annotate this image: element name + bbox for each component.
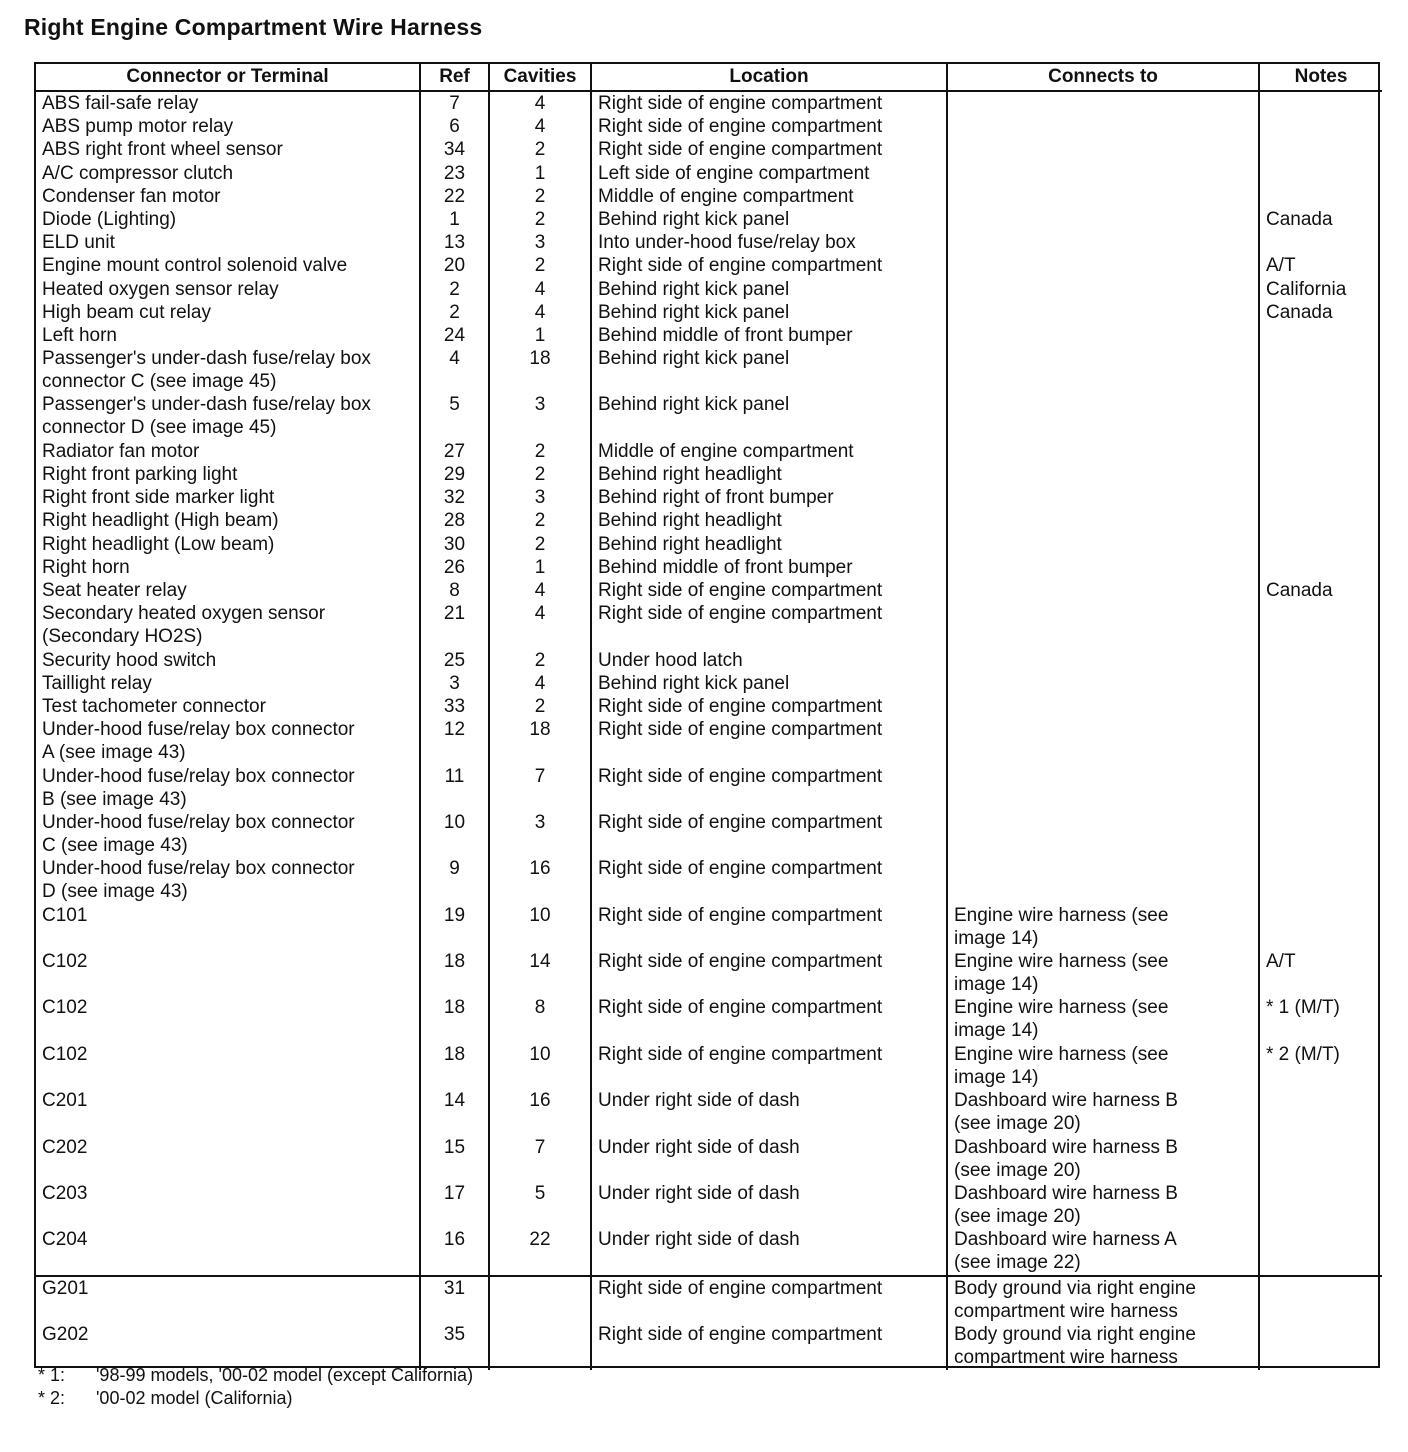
connects-to-cell xyxy=(947,811,1259,857)
connector-cell: Under-hood fuse/relay box connector D (see image 43) xyxy=(36,857,420,903)
connects-to-cell xyxy=(947,254,1259,277)
ref-cell: 19 xyxy=(420,904,489,950)
ref-cell: 29 xyxy=(420,463,489,486)
table-row xyxy=(36,579,1382,602)
connector-cell: ELD unit xyxy=(36,231,420,254)
notes-cell xyxy=(1259,1089,1382,1135)
table-row xyxy=(36,1276,1382,1323)
notes-cell: A/T xyxy=(1266,255,1296,277)
location-cell: Behind right kick panel xyxy=(591,393,947,439)
connector-cell: Diode (Lighting) xyxy=(36,208,420,231)
notes-cell xyxy=(1259,440,1382,463)
location-cell: Right side of engine compartment xyxy=(591,718,947,764)
notes-cell xyxy=(1259,162,1382,185)
location-cell: Under right side of dash xyxy=(591,1228,947,1275)
connects-to-cell xyxy=(947,231,1259,254)
table-row xyxy=(36,811,1382,857)
connector-cell: Radiator fan motor xyxy=(36,440,420,463)
notes-cell xyxy=(1259,672,1382,695)
connects-to-cell: Dashboard wire harness B (see image 20) xyxy=(947,1136,1259,1182)
connects-to-cell xyxy=(947,440,1259,463)
harness-table xyxy=(36,64,1382,1370)
connects-to-cell xyxy=(947,138,1259,161)
ref-cell: 11 xyxy=(420,765,489,811)
table-row xyxy=(36,857,1382,903)
notes-cell: Canada xyxy=(1266,208,1333,230)
header-ref: Ref xyxy=(420,64,489,91)
table-row xyxy=(36,1323,1382,1369)
ref-cell: 6 xyxy=(420,115,489,138)
ref-cell: 30 xyxy=(420,533,489,556)
header-connector: Connector or Terminal xyxy=(36,64,420,91)
header-location: Location xyxy=(591,64,947,91)
connector-cell: Right headlight (High beam) xyxy=(36,509,420,532)
table-row xyxy=(36,1043,1382,1089)
ref-cell: 4 xyxy=(420,347,489,393)
ref-cell: 9 xyxy=(420,857,489,903)
cavities-cell: 10 xyxy=(489,904,591,950)
connector-cell: Heated oxygen sensor relay xyxy=(36,278,420,301)
connector-cell: Engine mount control solenoid valve xyxy=(36,254,420,277)
table-row xyxy=(36,1228,1382,1275)
footnotes xyxy=(38,1364,473,1410)
connects-to-cell xyxy=(947,486,1259,509)
notes-cell xyxy=(1259,393,1382,439)
cavities-cell: 18 xyxy=(489,718,591,764)
footnote-mark: * 2: xyxy=(38,1388,66,1408)
connects-to-cell xyxy=(947,324,1259,347)
ref-cell: 31 xyxy=(420,1276,489,1323)
connects-to-cell xyxy=(947,463,1259,486)
location-cell: Under right side of dash xyxy=(591,1182,947,1228)
table-row xyxy=(36,1136,1382,1182)
connects-to-cell xyxy=(947,509,1259,532)
table-row xyxy=(36,950,1382,996)
location-cell: Right side of engine compartment xyxy=(591,1323,947,1369)
cavities-cell: 2 xyxy=(489,440,591,463)
connects-to-cell: Dashboard wire harness A (see image 22) xyxy=(947,1228,1259,1275)
ref-cell: 35 xyxy=(420,1323,489,1369)
connects-to-cell xyxy=(947,556,1259,579)
location-cell: Behind right kick panel xyxy=(591,208,947,231)
footnote-1 xyxy=(38,1364,473,1387)
location-cell: Right side of engine compartment xyxy=(591,904,947,950)
cavities-cell: 16 xyxy=(489,1089,591,1135)
connector-cell: C102 xyxy=(36,950,420,996)
cavities-cell: 3 xyxy=(489,231,591,254)
cavities-cell: 2 xyxy=(489,463,591,486)
cavities-cell: 4 xyxy=(489,301,591,324)
footnote-mark: * 1: xyxy=(38,1365,66,1385)
notes-cell xyxy=(1259,138,1382,161)
table-row xyxy=(36,301,1382,324)
location-cell: Right side of engine compartment xyxy=(591,765,947,811)
ref-cell: 32 xyxy=(420,486,489,509)
ref-cell: 10 xyxy=(420,811,489,857)
table-row xyxy=(36,347,1382,393)
notes-cell xyxy=(1259,1228,1382,1275)
cavities-cell: 1 xyxy=(489,556,591,579)
connector-cell: Right front side marker light xyxy=(36,486,420,509)
location-cell: Behind right kick panel xyxy=(591,278,947,301)
notes-cell xyxy=(1259,231,1382,254)
connects-to-cell: Body ground via right engine compartment wire harness xyxy=(947,1276,1259,1323)
ref-cell: 25 xyxy=(420,649,489,672)
table-row xyxy=(36,718,1382,764)
connects-to-cell: Dashboard wire harness B (see image 20) xyxy=(947,1182,1259,1228)
location-cell: Right side of engine compartment xyxy=(591,254,947,277)
connects-to-cell xyxy=(947,301,1259,324)
ref-cell: 7 xyxy=(420,91,489,115)
ref-cell: 21 xyxy=(420,602,489,648)
notes-cell xyxy=(1259,602,1382,648)
ref-cell: 20 xyxy=(420,254,489,277)
table-row xyxy=(36,996,1382,1042)
notes-cell xyxy=(1259,115,1382,138)
ref-cell: 26 xyxy=(420,556,489,579)
footnote-2 xyxy=(38,1387,473,1410)
connector-cell: Left horn xyxy=(36,324,420,347)
ref-cell: 2 xyxy=(420,278,489,301)
connects-to-cell xyxy=(947,765,1259,811)
cavities-cell: 4 xyxy=(489,579,591,602)
ref-cell: 15 xyxy=(420,1136,489,1182)
table-row xyxy=(36,602,1382,648)
notes-cell: * 1 (M/T) xyxy=(1266,997,1340,1019)
cavities-cell xyxy=(489,1276,591,1323)
connector-cell: Taillight relay xyxy=(36,672,420,695)
notes-cell xyxy=(1259,857,1382,903)
ref-cell: 28 xyxy=(420,509,489,532)
cavities-cell: 2 xyxy=(489,533,591,556)
connector-cell: Test tachometer connector xyxy=(36,695,420,718)
connects-to-cell xyxy=(947,718,1259,764)
ref-cell: 16 xyxy=(420,1228,489,1275)
table-row xyxy=(36,278,1382,301)
cavities-cell: 22 xyxy=(489,1228,591,1275)
connector-cell: C102 xyxy=(36,996,420,1042)
connects-to-cell xyxy=(947,672,1259,695)
page-title: Right Engine Compartment Wire Harness xyxy=(24,14,483,40)
connector-cell: C102 xyxy=(36,1043,420,1089)
cavities-cell: 2 xyxy=(489,695,591,718)
table-row xyxy=(36,231,1382,254)
connects-to-cell xyxy=(947,393,1259,439)
cavities-cell: 2 xyxy=(489,509,591,532)
cavities-cell: 2 xyxy=(489,185,591,208)
connector-cell: C202 xyxy=(36,1136,420,1182)
location-cell: Right side of engine compartment xyxy=(591,811,947,857)
notes-cell xyxy=(1259,533,1382,556)
location-cell: Right side of engine compartment xyxy=(591,91,947,115)
connects-to-cell: Dashboard wire harness B (see image 20) xyxy=(947,1089,1259,1135)
ref-cell: 14 xyxy=(420,1089,489,1135)
table-row xyxy=(36,393,1382,439)
notes-cell: California xyxy=(1266,278,1347,300)
cavities-cell: 3 xyxy=(489,811,591,857)
location-cell: Behind right kick panel xyxy=(591,347,947,393)
location-cell: Right side of engine compartment xyxy=(591,695,947,718)
connector-cell: C203 xyxy=(36,1182,420,1228)
location-cell: Behind right of front bumper xyxy=(591,486,947,509)
connects-to-cell: Engine wire harness (see image 14) xyxy=(947,950,1259,996)
notes-cell: * 2 (M/T) xyxy=(1266,1043,1340,1065)
ref-cell: 34 xyxy=(420,138,489,161)
ref-cell: 5 xyxy=(420,393,489,439)
cavities-cell: 3 xyxy=(489,393,591,439)
notes-cell xyxy=(1259,324,1382,347)
location-cell: Right side of engine compartment xyxy=(591,602,947,648)
harness-table-frame xyxy=(34,62,1380,1368)
table-row xyxy=(36,115,1382,138)
ref-cell: 3 xyxy=(420,672,489,695)
connects-to-cell xyxy=(947,185,1259,208)
notes-cell xyxy=(1259,1136,1382,1182)
cavities-cell: 2 xyxy=(489,138,591,161)
notes-cell xyxy=(1259,185,1382,208)
connector-cell: ABS right front wheel sensor xyxy=(36,138,420,161)
location-cell: Behind right headlight xyxy=(591,463,947,486)
notes-cell xyxy=(1259,556,1382,579)
cavities-cell: 18 xyxy=(489,347,591,393)
connects-to-cell xyxy=(947,602,1259,648)
connector-cell: Under-hood fuse/relay box connector A (see image 43) xyxy=(36,718,420,764)
location-cell: Middle of engine compartment xyxy=(591,440,947,463)
cavities-cell: 8 xyxy=(489,996,591,1042)
connects-to-cell xyxy=(947,115,1259,138)
ref-cell: 22 xyxy=(420,185,489,208)
ref-cell: 18 xyxy=(420,996,489,1042)
ref-cell: 33 xyxy=(420,695,489,718)
connects-to-cell xyxy=(947,91,1259,115)
table-row xyxy=(36,162,1382,185)
cavities-cell: 4 xyxy=(489,602,591,648)
cavities-cell: 7 xyxy=(489,1136,591,1182)
notes-cell xyxy=(1259,509,1382,532)
connector-cell: C204 xyxy=(36,1228,420,1275)
notes-cell: Canada xyxy=(1266,301,1333,323)
table-body xyxy=(36,91,1382,1370)
connector-cell: A/C compressor clutch xyxy=(36,162,420,185)
connects-to-cell xyxy=(947,649,1259,672)
ref-cell: 23 xyxy=(420,162,489,185)
ref-cell: 12 xyxy=(420,718,489,764)
connector-cell: C101 xyxy=(36,904,420,950)
ref-cell: 2 xyxy=(420,301,489,324)
location-cell: Right side of engine compartment xyxy=(591,1043,947,1089)
ref-cell: 17 xyxy=(420,1182,489,1228)
header-cavities: Cavities xyxy=(489,64,591,91)
ref-cell: 18 xyxy=(420,950,489,996)
header-notes: Notes xyxy=(1259,64,1382,91)
connects-to-cell xyxy=(947,579,1259,602)
connector-cell: Security hood switch xyxy=(36,649,420,672)
footnote-text: '98-99 models, '00-02 model (except California) xyxy=(96,1365,474,1385)
connector-cell: Passenger's under-dash fuse/relay box connector D (see image 45) xyxy=(36,393,420,439)
cavities-cell: 14 xyxy=(489,950,591,996)
connects-to-cell xyxy=(947,695,1259,718)
table-row xyxy=(36,695,1382,718)
table-row xyxy=(36,649,1382,672)
location-cell: Right side of engine compartment xyxy=(591,1276,947,1323)
table-row xyxy=(36,185,1382,208)
notes-cell xyxy=(1259,765,1382,811)
footnote-text: '00-02 model (California) xyxy=(96,1388,293,1408)
connects-to-cell: Engine wire harness (see image 14) xyxy=(947,1043,1259,1089)
table-row xyxy=(36,208,1382,231)
table-row xyxy=(36,672,1382,695)
ref-cell: 24 xyxy=(420,324,489,347)
connector-cell: Under-hood fuse/relay box connector C (see image 43) xyxy=(36,811,420,857)
cavities-cell xyxy=(489,1323,591,1369)
notes-cell: A/T xyxy=(1266,951,1296,973)
notes-cell xyxy=(1259,904,1382,950)
notes-cell: Canada xyxy=(1266,579,1333,601)
cavities-cell: 3 xyxy=(489,486,591,509)
connects-to-cell xyxy=(947,162,1259,185)
connector-cell: G202 xyxy=(36,1323,420,1369)
location-cell: Behind middle of front bumper xyxy=(591,324,947,347)
connects-to-cell: Engine wire harness (see image 14) xyxy=(947,996,1259,1042)
table-row xyxy=(36,324,1382,347)
table-row xyxy=(36,533,1382,556)
ref-cell: 1 xyxy=(420,208,489,231)
cavities-cell: 2 xyxy=(489,254,591,277)
connector-cell: ABS fail-safe relay xyxy=(36,91,420,115)
connector-cell: Seat heater relay xyxy=(36,579,420,602)
connects-to-cell xyxy=(947,857,1259,903)
notes-cell xyxy=(1259,1182,1382,1228)
connector-cell: Secondary heated oxygen sensor (Secondary HO2S) xyxy=(36,602,420,648)
table-row xyxy=(36,1089,1382,1135)
cavities-cell: 5 xyxy=(489,1182,591,1228)
location-cell: Under hood latch xyxy=(591,649,947,672)
table-row xyxy=(36,1182,1382,1228)
cavities-cell: 2 xyxy=(489,649,591,672)
location-cell: Right side of engine compartment xyxy=(591,996,947,1042)
header-connects-to: Connects to xyxy=(947,64,1259,91)
table-row xyxy=(36,254,1382,277)
connector-cell: Under-hood fuse/relay box connector B (see image 43) xyxy=(36,765,420,811)
ref-cell: 13 xyxy=(420,231,489,254)
table-row xyxy=(36,904,1382,950)
notes-cell xyxy=(1259,718,1382,764)
location-cell: Into under-hood fuse/relay box xyxy=(591,231,947,254)
connects-to-cell xyxy=(947,208,1259,231)
table-row xyxy=(36,509,1382,532)
cavities-cell: 16 xyxy=(489,857,591,903)
notes-cell xyxy=(1259,91,1382,115)
connector-cell: ABS pump motor relay xyxy=(36,115,420,138)
connector-cell: Right front parking light xyxy=(36,463,420,486)
notes-cell xyxy=(1259,695,1382,718)
connector-cell: G201 xyxy=(36,1276,420,1323)
table-row xyxy=(36,138,1382,161)
location-cell: Left side of engine compartment xyxy=(591,162,947,185)
cavities-cell: 10 xyxy=(489,1043,591,1089)
connector-cell: Right headlight (Low beam) xyxy=(36,533,420,556)
ref-cell: 18 xyxy=(420,1043,489,1089)
cavities-cell: 1 xyxy=(489,162,591,185)
table-row xyxy=(36,486,1382,509)
cavities-cell: 4 xyxy=(489,115,591,138)
notes-cell xyxy=(1259,649,1382,672)
notes-cell xyxy=(1259,463,1382,486)
notes-cell xyxy=(1259,347,1382,393)
location-cell: Behind right kick panel xyxy=(591,672,947,695)
notes-cell xyxy=(1259,811,1382,857)
connector-cell: Condenser fan motor xyxy=(36,185,420,208)
location-cell: Middle of engine compartment xyxy=(591,185,947,208)
cavities-cell: 4 xyxy=(489,278,591,301)
location-cell: Behind right headlight xyxy=(591,509,947,532)
location-cell: Under right side of dash xyxy=(591,1089,947,1135)
connector-cell: High beam cut relay xyxy=(36,301,420,324)
cavities-cell: 7 xyxy=(489,765,591,811)
table-row xyxy=(36,463,1382,486)
notes-cell xyxy=(1259,1323,1382,1369)
connects-to-cell xyxy=(947,533,1259,556)
connects-to-cell: Engine wire harness (see image 14) xyxy=(947,904,1259,950)
location-cell: Behind middle of front bumper xyxy=(591,556,947,579)
cavities-cell: 4 xyxy=(489,672,591,695)
cavities-cell: 2 xyxy=(489,208,591,231)
notes-cell xyxy=(1259,1276,1382,1323)
connector-cell: Passenger's under-dash fuse/relay box connector C (see image 45) xyxy=(36,347,420,393)
location-cell: Under right side of dash xyxy=(591,1136,947,1182)
location-cell: Right side of engine compartment xyxy=(591,579,947,602)
location-cell: Behind right kick panel xyxy=(591,301,947,324)
connects-to-cell xyxy=(947,347,1259,393)
table-row xyxy=(36,440,1382,463)
ref-cell: 27 xyxy=(420,440,489,463)
location-cell: Right side of engine compartment xyxy=(591,115,947,138)
connector-cell: Right horn xyxy=(36,556,420,579)
location-cell: Behind right headlight xyxy=(591,533,947,556)
connects-to-cell: Body ground via right engine compartment wire harness xyxy=(947,1323,1259,1369)
cavities-cell: 1 xyxy=(489,324,591,347)
location-cell: Right side of engine compartment xyxy=(591,950,947,996)
table-row xyxy=(36,765,1382,811)
table-row xyxy=(36,91,1382,115)
location-cell: Right side of engine compartment xyxy=(591,138,947,161)
notes-cell xyxy=(1259,486,1382,509)
connector-cell: C201 xyxy=(36,1089,420,1135)
connects-to-cell xyxy=(947,278,1259,301)
header-row xyxy=(36,64,1382,91)
cavities-cell: 4 xyxy=(489,91,591,115)
location-cell: Right side of engine compartment xyxy=(591,857,947,903)
ref-cell: 8 xyxy=(420,579,489,602)
table-row xyxy=(36,556,1382,579)
